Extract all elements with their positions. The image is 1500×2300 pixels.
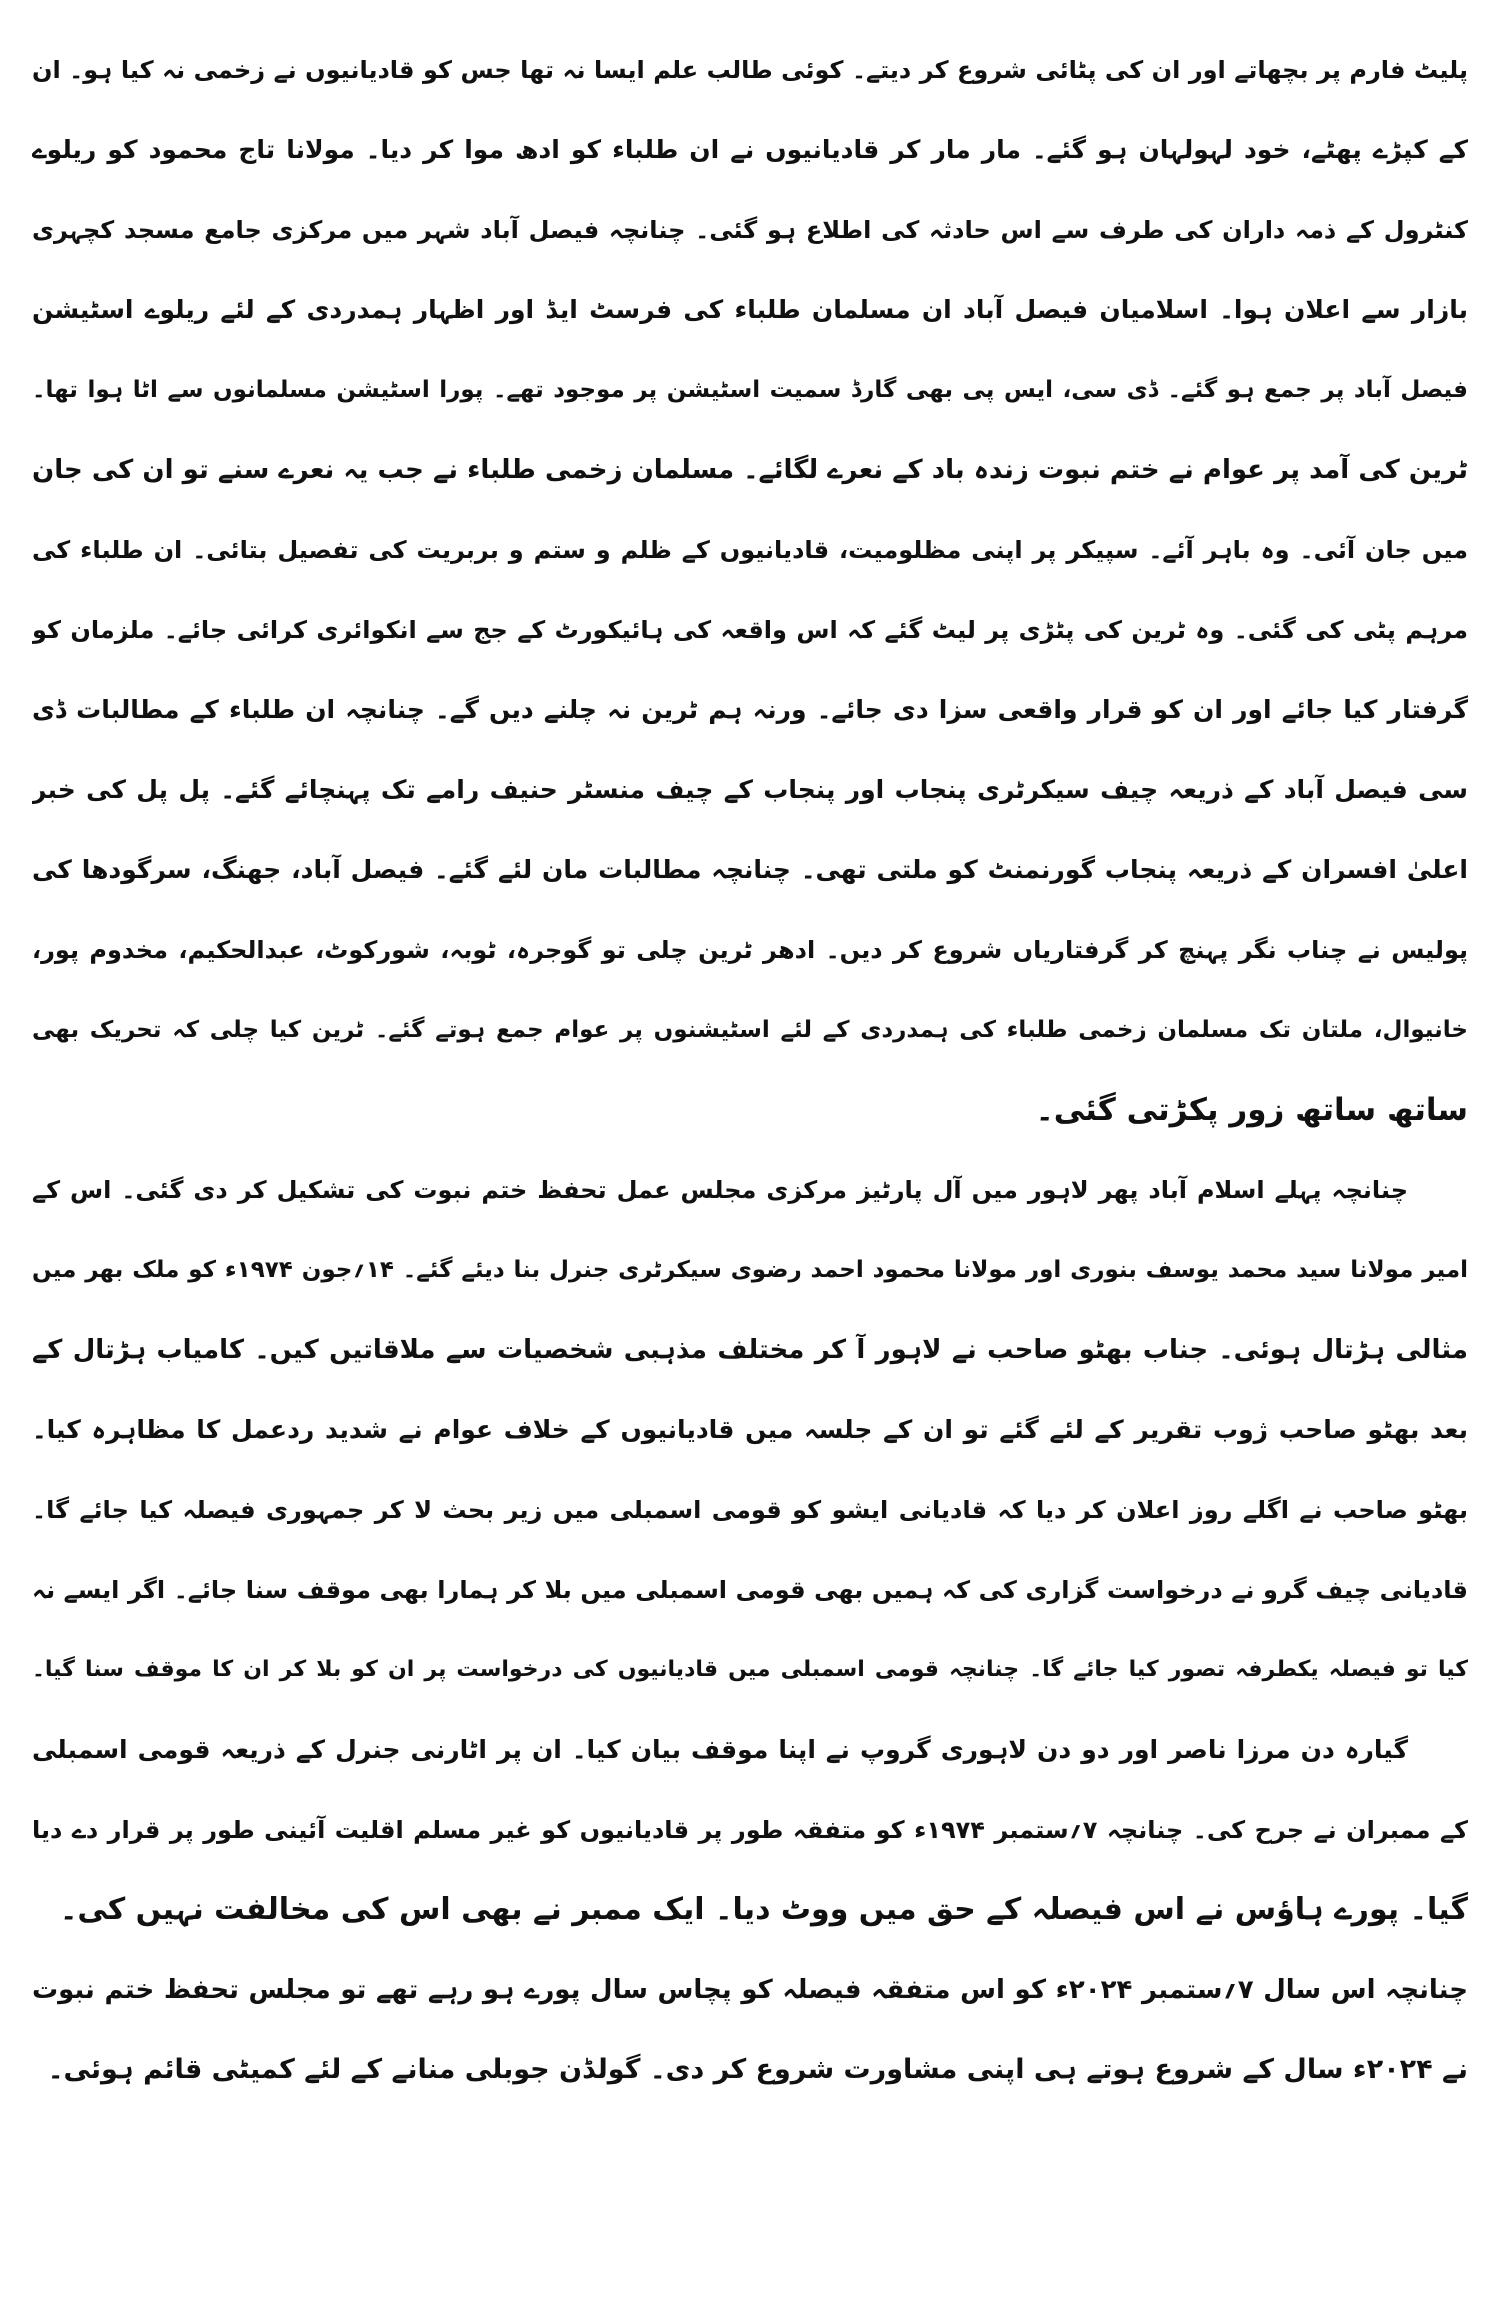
text-line: کیا تو فیصلہ یکطرفہ تصور کیا جائے گا۔ چنانچہ قومی اسمبلی میں قادیانیوں کی درخواست پر ان کو بلا کر ان کا موقف سنا گیا۔ bbox=[32, 1657, 1468, 1682]
text-line: پلیٹ فارم پر بچھاتے اور ان کی پٹائی شروع کر دیتے۔ کوئی طالب علم ایسا نہ تھا جس کو قادیانیوں نے زخمی نہ کیا ہو۔ ان bbox=[32, 56, 1468, 84]
text-line: سی فیصل آباد کے ذریعہ چیف سیکرٹری پنجاب اور پنجاب کے چیف منسٹر حنیف رامے تک پہنچائے گئے۔ پل پل کی خبر bbox=[32, 775, 1468, 804]
text-line: گرفتار کیا جائے اور ان کو قرار واقعی سزا دی جائے۔ ورنہ ہم ٹرین نہ چلنے دیں گے۔ چنانچہ ان طلباء کے مطالبات ڈی bbox=[32, 695, 1468, 724]
paragraph-start-line: گیارہ دن مرزا ناصر اور دو دن لاہوری گروپ نے اپنا موقف بیان کیا۔ ان پر اٹارنی جنرل کے ذریعہ قومی اسمبلی bbox=[32, 1735, 1408, 1764]
article-body bbox=[32, 30, 1468, 2110]
text-line: بھٹو صاحب نے اگلے روز اعلان کر دیا کہ قادیانی ایشو کو قومی اسمبلی میں زیر بحث لا کر جمہوری فیصلہ کیا جائے گا۔ bbox=[32, 1496, 1468, 1524]
text-line: فیصل آباد پر جمع ہو گئے۔ ڈی سی، ایس پی بھی گارڈ سمیت اسٹیشن پر موجود تھے۔ پورا اسٹیشن مسلمانوں سے اٹا ہوا تھا۔ bbox=[32, 377, 1468, 403]
text-line: مثالی ہڑتال ہوئی۔ جناب بھٹو صاحب نے لاہور آ کر مختلف مذہبی شخصیات سے ملاقاتیں کیں۔ کامیاب ہڑتال کے bbox=[32, 1335, 1468, 1365]
text-line: کنٹرول کے ذمہ داران کی طرف سے اس حادثہ کی اطلاع ہو گئی۔ چنانچہ فیصل آباد شہر میں مرکزی جامع مسجد کچہری bbox=[32, 216, 1468, 244]
paragraph-end-line: نے ۲۰۲۴ء سال کے شروع ہوتے ہی اپنی مشاورت شروع کر دی۔ گولڈن جوبلی منانے کے لئے کمیٹی قائم ہوئی۔ bbox=[47, 2054, 1468, 2085]
paragraph-start-line: چنانچہ پہلے اسلام آباد پھر لاہور میں آل پارٹیز مرکزی مجلس عمل تحفظ ختم نبوت کی تشکیل کر دی گئی۔ اس کے bbox=[32, 1176, 1408, 1204]
text-line: میں جان آئی۔ وہ باہر آئے۔ سپیکر پر اپنی مظلومیت، قادیانیوں کے ظلم و ستم و بربریت کی تفصیل بتائی۔ ان طلباء کی bbox=[32, 536, 1468, 564]
text-line: بازار سے اعلان ہوا۔ اسلامیان فیصل آباد ان مسلمان طلباء کی فرسٹ ایڈ اور اظہار ہمدردی کے لئے ریلوے اسٹیشن bbox=[32, 295, 1468, 324]
text-line: کے کپڑے پھٹے، خود لہولہان ہو گئے۔ مار مار کر قادیانیوں نے ان طلباء کو ادھ موا کر دیا۔ مولانا تاج محمود کو ریلوے bbox=[32, 135, 1468, 164]
text-line: امیر مولانا سید محمد یوسف بنوری اور مولانا محمود احمد رضوی سیکرٹری جنرل بنا دیئے گئے۔ ۱۴؍جون ۱۹۷۴ء کو ملک بھر میں bbox=[32, 1257, 1468, 1283]
paragraph-start-line: چنانچہ اس سال ۷؍ستمبر ۲۰۲۴ء کو اس متفقہ فیصلہ کو پچاس سال پورے ہو رہے تھے تو مجلس تحفظ ختم نبوت bbox=[32, 1975, 1468, 2005]
text-line: پولیس نے چناب نگر پہنچ کر گرفتاریاں شروع کر دیں۔ ادھر ٹرین چلی تو گوجرہ، ٹوبہ، شورکوٹ، عبدالحکیم، مخدوم پور، bbox=[32, 936, 1468, 964]
text-line: مرہم پٹی کی گئی۔ وہ ٹرین کی پٹڑی پر لیٹ گئے کہ اس واقعہ کی ہائیکورٹ کے جج سے انکوائری کرائی جائے۔ ملزمان کو bbox=[32, 616, 1468, 644]
text-line: اعلیٰ افسران کے ذریعہ پنجاب گورنمنٹ کو ملتی تھی۔ چنانچہ مطالبات مان لئے گئے۔ فیصل آباد، جھنگ، سرگودھا کی bbox=[32, 855, 1468, 884]
text-line: خانیوال، ملتان تک مسلمان زخمی طلباء کی ہمدردی کے لئے اسٹیشنوں پر عوام جمع ہوتے گئے۔ ٹرین کیا چلی کہ تحریک بھی bbox=[32, 1017, 1468, 1043]
text-line: کے ممبران نے جرح کی۔ چنانچہ ۷؍ستمبر ۱۹۷۴ء کو متفقہ طور پر قادیانیوں کو غیر مسلم اقلیت آئینی طور پر قرار دے دیا bbox=[32, 1816, 1468, 1844]
text-line: بعد بھٹو صاحب ژوب تقریر کے لئے گئے تو ان کے جلسہ میں قادیانیوں کے خلاف عوام نے شدید ردعمل کا مظاہرہ کیا۔ bbox=[32, 1415, 1468, 1444]
text-line: ٹرین کی آمد پر عوام نے ختم نبوت زندہ باد کے نعرے لگائے۔ مسلمان زخمی طلباء نے جب یہ نعرے سنے تو ان کی جان bbox=[32, 455, 1468, 485]
text-line: قادیانی چیف گرو نے درخواست گزاری کی کہ ہمیں بھی قومی اسمبلی میں بلا کر ہمارا بھی موقف سنا جائے۔ اگر ایسے نہ bbox=[32, 1576, 1468, 1604]
paragraph-end-line: گیا۔ پورے ہاؤس نے اس فیصلہ کے حق میں ووٹ دیا۔ ایک ممبر نے بھی اس کی مخالفت نہیں کی۔ bbox=[59, 1892, 1468, 1927]
paragraph-end-line: ساتھ ساتھ زور پکڑتی گئی۔ bbox=[1035, 1092, 1468, 1128]
